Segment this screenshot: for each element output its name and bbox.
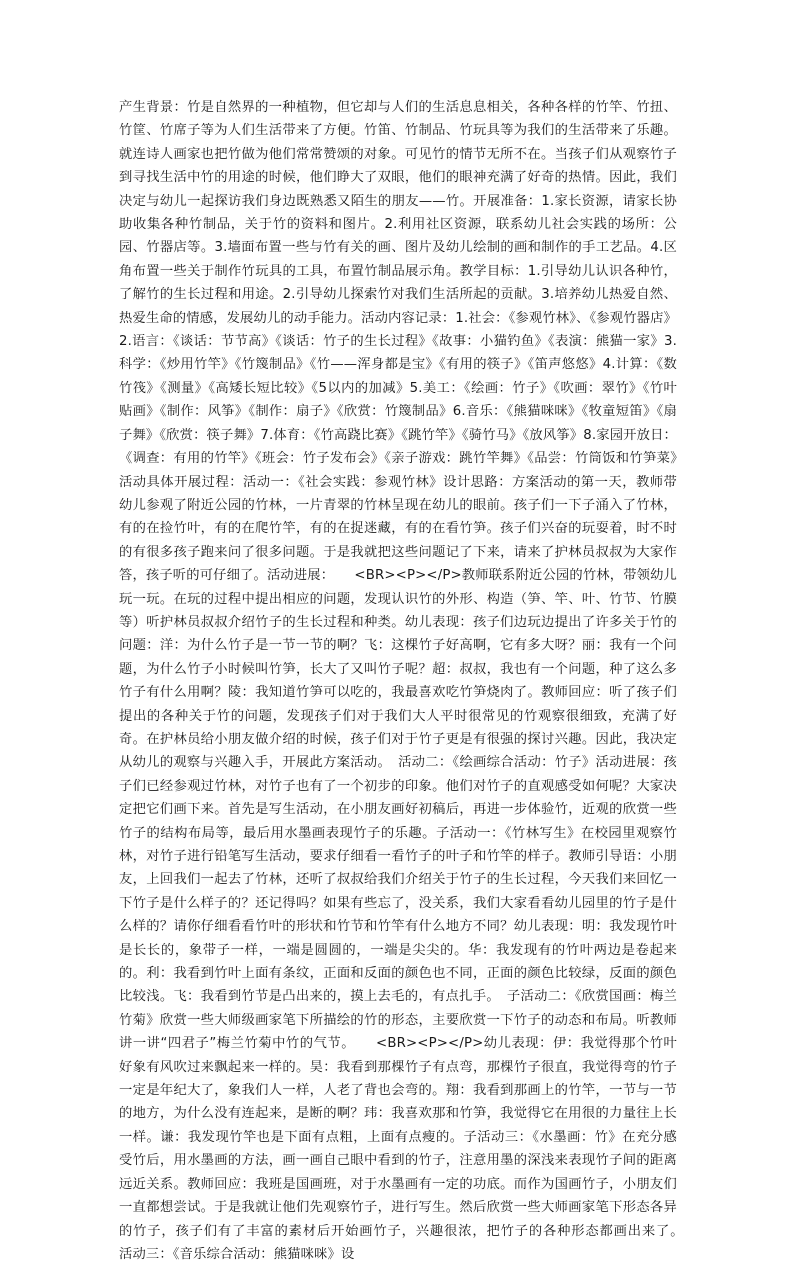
body-paragraph: 产生背景：竹是自然界的一种植物，但它却与人们的生活息息相关，各种各样的竹竿、竹扭、竹筐、竹席子等为人们生活带来了方便。竹笛、竹制品、竹玩具等为我们的生活带来了乐趣。就连诗人画家也把竹做为他们常常赞颂的对象。可见竹的情节无所不在。当孩子们从观察竹子到寻找生活中竹的用途的时候，他们睁大了双眼，他们的眼神充满了好奇的热情。因此，我们决定与幼儿一起探访我们身边既熟悉又陌生的朋友——竹。开展准备：1.家长资源，请家长协助收集各种竹制品，关于竹的资料和图片。2.利用社区资源，联系幼儿社会实践的场所：公园、竹器店等。3.墙面布置一些与竹有关的画、图片及幼儿绘制的画和制作的手工艺品。4.区角布置一些关于制作竹玩具的工具，布置竹制品展示角。教学目标：1.引导幼儿认识各种竹，了解竹的生长过程和用途。2.引导幼儿探索竹对我们生活所起的贡献。3.培养幼儿热爱自然、热爱生命的情感，发展幼儿的动手能力。活动内容记录：1.社会：《参观竹林》、《参观竹器店》2.语言：《谈话：节节高》《谈话：竹子的生长过程》《故事：小猫钓鱼》《表演：熊猫一家》3.科学：《炒用竹竿》《竹篾制品》《竹——浑身都是宝》《有用的筷子》《笛声悠悠》4.计算：《数竹筏》《测量》《高矮长短比较》《5以内的加减》5.美工：《绘画：竹子》《吹画：翠竹》《竹叶贴画》《制作：风筝》《制作：扇子》《欣赏：竹篾制品》6.音乐：《熊猫咪咪》《牧童短笛》《扇子舞》《欣赏：筷子舞》7.体育：《竹高跷比赛》《跳竹竿》《骑竹马》《放风筝》8.家园开放日：《调查：有用的竹竿》《班会：竹子发布会》《亲子游戏：跳竹竿舞》《品尝：竹筒饭和竹笋菜》活动具体开展过程：活动一：《社会实践：参观竹林》设计思路：方案活动的第一天，教师带幼儿参观了附近公园的竹林，一片青翠的竹林呈现在幼儿的眼前。孩子们一下子涌入了竹林，有的在捡竹叶，有的在爬竹竿，有的在捉迷藏，有的在看竹笋。孩子们兴奋的玩耍着，时不时的有很多孩子跑来问了很多问题。于是我就把这些问题记了下来，请来了护林员叔叔为大家作答，孩子听的可仔细了。活动进展： <BR><P></P>教师联系附近公园的竹林，带领幼儿玩一玩。在玩的过程中提出相应的问题，发现认识竹的外形、构造（笋、竿、叶、竹节、竹膜等）听护林员叔叔介绍竹子的生长过程和种类。幼儿表现：孩子们边玩边提出了许多关于竹的问题：洋：为什么竹子是一节一节的啊？飞：这棵竹子好高啊，它有多大呀？丽：我有一个问题，为什么竹子小时候叫竹笋，长大了又叫竹子呢？超：叔叔，我也有一个问题，种了这么多竹子有什么用啊？陵：我知道竹笋可以吃的，我最喜欢吃竹笋烧肉了。教师回应：听了孩子们提出的各种关于竹的问题，发现孩子们对于我们大人平时很常见的竹观察很细致，充满了好奇。在护林员给小朋友做介绍的时候，孩子们对于竹子更是有很强的探讨兴趣。因此，我决定从幼儿的观察与兴趣入手，开展此方案活动。 活动二：《绘画综合活动：竹子》活动进展：孩子们已经参观过竹林，对竹子也有了一个初步的印象。他们对竹子的直观感受如何呢？大家决定把它们画下来。首先是写生活动，在小朋友画好初稿后，再进一步体验竹，近观的欣赏一些竹子的结构布局等，最后用水墨画表现竹子的乐趣。子活动一：《竹林写生》在校园里观察竹林，对竹子进行铅笔写生活动，要求仔细看一看竹子的叶子和竹竿的样子。教师引导语：小朋友，上回我们一起去了竹林，还听了叔叔给我们介绍关于竹子的生长过程，今天我们来回忆一下竹子是什么样子的？还记得吗？如果有些忘了，没关系，我们大家看看幼儿园里的竹子是什么样的？请你仔细看看竹叶的形状和竹节和竹竿有什么地方不同？幼儿表现：明：我发现竹叶是长长的，象带子一样，一端是圆圆的，一端是尖尖的。华：我发现有的竹叶两边是卷起来的。利：我看到竹叶上面有条纹，正面和反面的颜色也不同，正面的颜色比较绿，反面的颜色比较浅。飞：我看到竹节是凸出来的，摸上去毛的，有点扎手。 子活动二：《欣赏国画：梅兰竹菊》欣赏一些大师级画家笔下所描绘的竹的形态，主要欣赏一下竹子的动态和布局。听教师讲一讲“四君子”梅兰竹菊中竹的气节。 <BR><P></P>幼儿表现：伊：我觉得那个竹叶好象有风吹过来飘起来一样的。昊：我看到那棵竹子有点弯，那棵竹子很直，我觉得弯的竹子一定是年纪大了，象我们人一样，人老了背也会弯的。翔：我看到那画上的竹竿，一节与一节的地方，为什么没有连起来，是断的啊？玮：我喜欢那和竹笋，我觉得它在用很的力量往上长一样。谦：我发现竹竿也是下面有点粗，上面有点瘦的。子活动三：《水墨画：竹》在充分感受竹后，用水墨画的方法，画一画自己眼中看到的竹子，注意用墨的深浅来表现竹子间的距离远近关系。教师回应：我班是国画班，对于水墨画有一定的功底。而作为国画竹子，小朋友们一直都想尝试。于是我就让他们先观察竹子，进行写生。然后欣赏一些大师画家笔下形态各异的竹子，孩子们有了丰富的素材后开始画竹子，兴趣很浓，把竹子的各种形态都画出来了。 活动三：《音乐综合活动：熊猫咪咪》设 <box>119 100 691 1262</box>
document-page <box>119 96 691 1266</box>
